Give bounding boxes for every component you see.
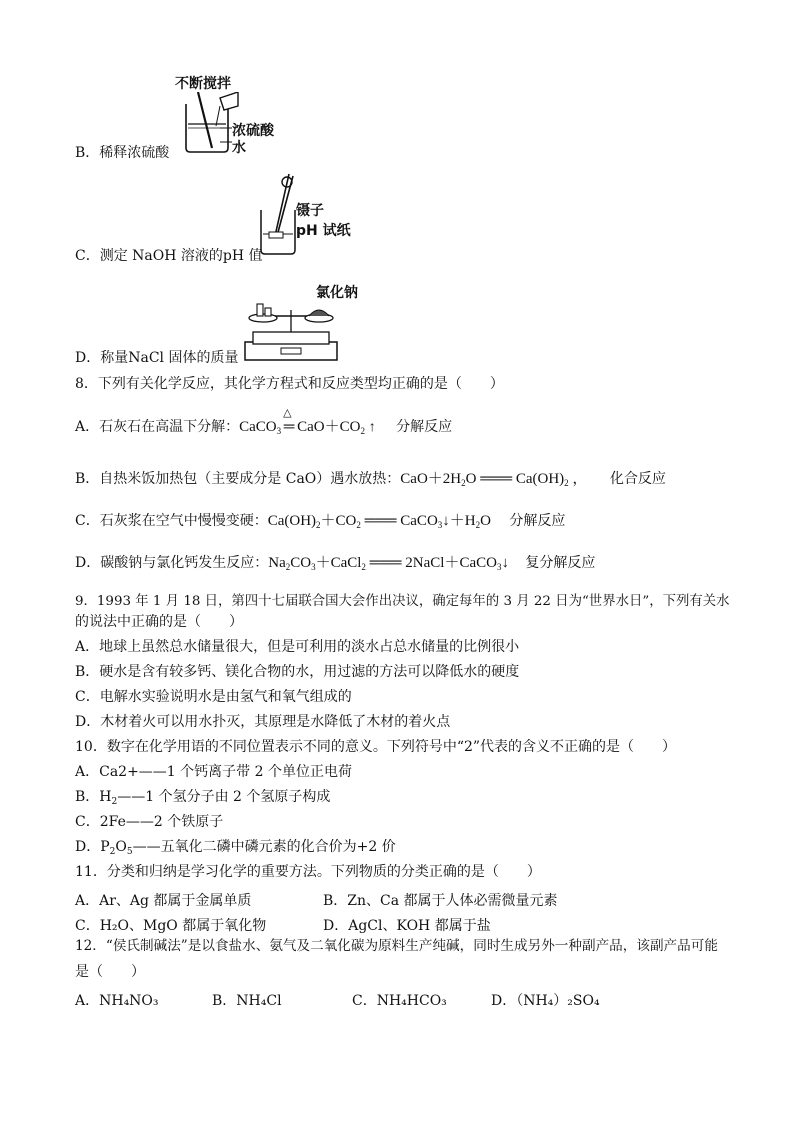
q8-b-type: 化合反应 (609, 471, 666, 487)
q8-d-equation: $Na_2CO_3+CaCl_2$ ═══ 2NaCl＋CaCO$_3$↓ (268, 555, 509, 572)
q12-stem-line2: 是（ ） (75, 964, 145, 980)
leader-lines-b (220, 126, 234, 148)
fig-label-nacl: 氯化钠 (316, 285, 358, 301)
fig-label-acid: 浓硫酸 (232, 123, 274, 139)
q8-c-prefix: C．石灰浆在空气中慢慢变硬： (75, 513, 268, 529)
q8-option-a (75, 407, 453, 436)
q11-option-b: B．Zn、Ca 都属于人体必需微量元素 (323, 893, 558, 909)
q8-b-equation: $CaO+2H_2O$ ═══ $Ca(OH)_2$ ， (400, 471, 588, 488)
q12-option-a: A．NH₄NO₃ (75, 993, 159, 1009)
fig-label-stir: 不断搅拌 (175, 76, 231, 92)
q11-stem: 11．分类和归纳是学习化学的重要方法。下列物质的分类正确的是（ ） (75, 864, 541, 880)
q9-option-c: C．电解水实验说明水是由氢气和氧气组成的 (75, 689, 352, 705)
fig-label-tweezers: 镊子 (296, 203, 324, 219)
q12-option-b: B．NH₄Cl (212, 993, 282, 1009)
q7-option-d: D．称量NaCl 固体的质量 (75, 350, 239, 366)
q10-d-suffix: ——五氧化二磷中磷元素的化合价为+2 价 (132, 839, 396, 855)
q10-stem: 10．数字在化学用语的不同位置表示不同的意义。下列符号中“2”代表的含义不正确的是（ ） (75, 739, 677, 755)
q12-option-d: D．（NH₄）₂SO₄ (491, 993, 600, 1009)
q9-option-b: B．硬水是含有较多钙、镁化合物的水，用过滤的方法可以降低水的硬度 (75, 664, 520, 680)
q8-option-c (75, 514, 565, 530)
q8-d-type: 复分解反应 (525, 555, 596, 571)
q7-option-b: B．稀释浓硫酸 (75, 145, 170, 161)
q12-stem-line1: 12．“侯氏制碱法”是以食盐水、氨气及二氧化碳为原料生产纯碱，同时生成另外一种副产品，该副产品可能 (75, 938, 718, 954)
q8-c-type: 分解反应 (509, 513, 566, 529)
q8-stem: 8．下列有关化学反应，其化学方程式和反应类型均正确的是（ ） (75, 376, 504, 392)
q11-option-c: C．H₂O、MgO 都属于氧化物 (75, 918, 267, 934)
q8-b-prefix: B．自热米饭加热包（主要成分是 CaO）遇水放热： (75, 471, 401, 487)
q8-option-b (75, 472, 666, 488)
fig-label-ph-paper: pH 试纸 (296, 223, 351, 239)
q8-c-equation: $Ca(OH)_2+CO_2$ ═══ $CaCO_3↓+H_2O$ (267, 513, 491, 530)
q8-a-prefix: A．石灰石在高温下分解： (75, 419, 240, 435)
q12-option-c: C．NH₄HCO₃ (352, 993, 447, 1009)
fig-label-water: 水 (232, 140, 246, 156)
q8-option-d (75, 556, 595, 572)
q10-option-b: B．$H_2——1$ 个氢分子由 2 个氢原子构成 (75, 789, 331, 807)
q9-option-a: A．地球上虽然总水储量很大，但是可利用的淡水占总水储量的比例很小 (75, 639, 520, 655)
q10-option-c: C．2Fe——2 个铁原子 (75, 814, 224, 830)
q10-option-d: D．$P_2O_5——$五氧化二磷中磷元素的化合价为+2 价 (75, 839, 396, 857)
q10-b-suffix: ——1 个氢分子由 2 个氢原子构成 (117, 789, 331, 805)
q9-option-d: D．木材着火可以用水扑灭，其原理是水降低了木材的着火点 (75, 714, 451, 730)
ph-figure (255, 170, 301, 256)
q11-option-d: D．AgCl、KOH 都属于盐 (323, 918, 491, 934)
q10-option-a: A．Ca2+——1 个钙离子带 2 个单位正电荷 (75, 764, 352, 780)
q8-a-type: 分解反应 (396, 419, 453, 435)
q11-option-a: A．Ar、Ag 都属于金属单质 (75, 893, 252, 909)
q8-d-prefix: D．碳酸钠与氯化钙发生反应： (75, 555, 269, 571)
q8-a-equation: CaCO$_3$ △ ═ $CaO+CO_2$ ↑ (239, 407, 376, 436)
q9-stem-line2: 的说法中正确的是（ ） (75, 614, 243, 630)
q9-stem-line1: 9．1993 年 1 月 18 日，第四十七届联合国大会作出决议，确定每年的 3 月 22 日为“世界水日”，下列有关水 (75, 594, 730, 609)
q7-option-c: C．测定 NaOH 溶液的pH 值 (75, 248, 263, 264)
